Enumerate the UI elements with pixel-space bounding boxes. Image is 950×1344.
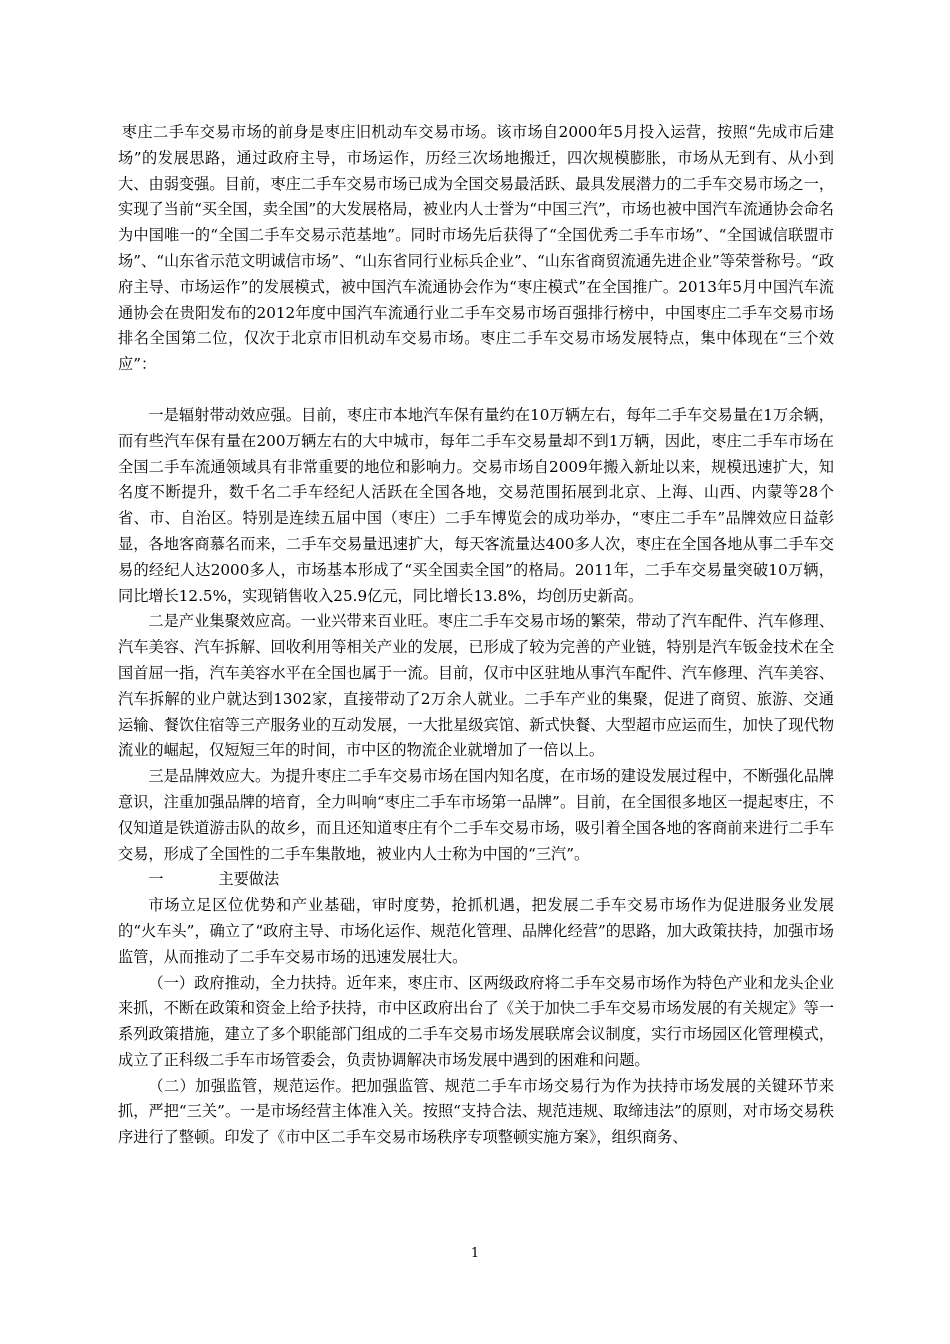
section-number: 一	[148, 870, 164, 889]
practice-intro-paragraph: 市场立足区位优势和产业基础，审时度势，抢抓机遇，把发展二手车交易市场作为促进服务业发展的“火车头”，确立了“政府主导、市场化运作、规范化管理、品牌化经营”的思路，加大政策扶持，加强市场监管，从而推动了二手车交易市场的迅速发展壮大。	[118, 896, 834, 966]
effect-three-paragraph: 三是品牌效应大。为提升枣庄二手车交易市场在国内知名度，在市场的建设发展过程中，不断强化品牌意识，注重加强品牌的培育，全力叫响“枣庄二手车市场第一品牌”。目前，在全国很多地区一提起枣庄，不仅知道是铁道游击队的故乡，而且还知道枣庄有个二手车交易市场，吸引着全国各地的客商前来进行二手车交易，形成了全国性的二手车集散地，被业内人士称为中国的“三汽”。	[118, 767, 834, 863]
effect-two-paragraph: 二是产业集聚效应高。一业兴带来百业旺。枣庄二手车交易市场的繁荣，带动了汽车配件、汽车修理、汽车美容、汽车拆解、回收利用等相关产业的发展，已形成了较为完善的产业链，特别是汽车钣金技术在全国首屈一指，汽车美容水平在全国也属于一流。目前，仅市中区驻地从事汽车配件、汽车修理、汽车美容、汽车拆解的业户就达到1302家，直接带动了2万余人就业。二手车产业的集聚，促进了商贸、旅游、交通运输、餐饮住宿等三产服务业的互动发展，一大批星级宾馆、新式快餐、大型超市应运而生，加快了现代物流业的崛起，仅短短三年的时间，市中区的物流企业就增加了一倍以上。	[118, 612, 834, 760]
document-body	[118, 120, 834, 1151]
page-number: 1	[470, 1246, 480, 1261]
measure-two-paragraph: （二）加强监管，规范运作。把加强监管、规范二手车市场交易行为作为扶持市场发展的关键环节来抓，严把“三关”。一是市场经营主体准入关。按照“支持合法、规范违规、取缔违法”的原则，对市场交易秩序进行了整顿。印发了《市中区二手车交易市场秩序专项整顿实施方案》，组织商务、	[118, 1076, 834, 1147]
section-heading	[118, 867, 834, 893]
effect-one-paragraph: 一是辐射带动效应强。目前，枣庄市本地汽车保有量约在10万辆左右，每年二手车交易量在1万余辆，而有些汽车保有量在200万辆左右的大中城市，每年二手车交易量却不到1万辆，因此，枣庄二手车市场在全国二手车流通领域具有非常重要的地位和影响力。交易市场自2009年搬入新址以来，规模迅速扩大，知名度不断提升，数千名二手车经纪人活跃在全国各地，交易范围拓展到北京、上海、山西、内蒙等28个省、市、自治区。特别是连续五届中国（枣庄）二手车博览会的成功举办，“枣庄二手车”品牌效应日益彰显，各地客商慕名而来，二手车交易量迅速扩大，每天客流量达400多人次，枣庄在全国各地从事二手车交易的经纪人达2000多人，市场基本形成了“买全国卖全国”的格局。2011年，二手车交易量突破10万辆，同比增长12.5%，实现销售收入25.9亿元，同比增长13.8%，均创历史新高。	[118, 405, 834, 605]
measure-one-paragraph: （一）政府推动，全力扶持。近年来，枣庄市、区两级政府将二手车交易市场作为特色产业和龙头企业来抓，不断在政策和资金上给予扶持，市中区政府出台了《关于加快二手车交易市场发展的有关规定》等一系列政策措施，建立了多个职能部门组成的二手车交易市场发展联席会议制度，实行市场园区化管理模式，成立了正科级二手车市场管委会，负责协调解决市场发展中遇到的困难和问题。	[118, 973, 834, 1069]
intro-paragraph: 枣庄二手车交易市场的前身是枣庄旧机动车交易市场。该市场自2000年5月投入运营，按照“先成市后建场”的发展思路，通过政府主导，市场运作，历经三次场地搬迁，四次规模膨胀，市场从无到有、从小到大、由弱变强。目前，枣庄二手车交易市场已成为全国交易最活跃、最具发展潜力的二手车交易市场之一，实现了当前“买全国，卖全国”的大发展格局，被业内人士誉为“中国三汽”，市场也被中国汽车流通协会命名为中国唯一的“全国二手车交易示范基地”。同时市场先后获得了“全国优秀二手车市场”、“全国诚信联盟市场”、“山东省示范文明诚信市场”、“山东省同行业标兵企业”、“山东省商贸流通先进企业”等荣誉称号。“政府主导、市场运作”的发展模式，被中国汽车流通协会作为“枣庄模式”在全国推广。2013年5月中国汽车流通协会在贵阳发布的2012年度中国汽车流通行业二手车交易市场百强排行榜中，中国枣庄二手车交易市场排名全国第二位，仅次于北京市旧机动车交易市场。枣庄二手车交易市场发展特点，集中体现在“三个效应”：	[118, 123, 834, 374]
section-title: 主要做法	[218, 870, 280, 889]
